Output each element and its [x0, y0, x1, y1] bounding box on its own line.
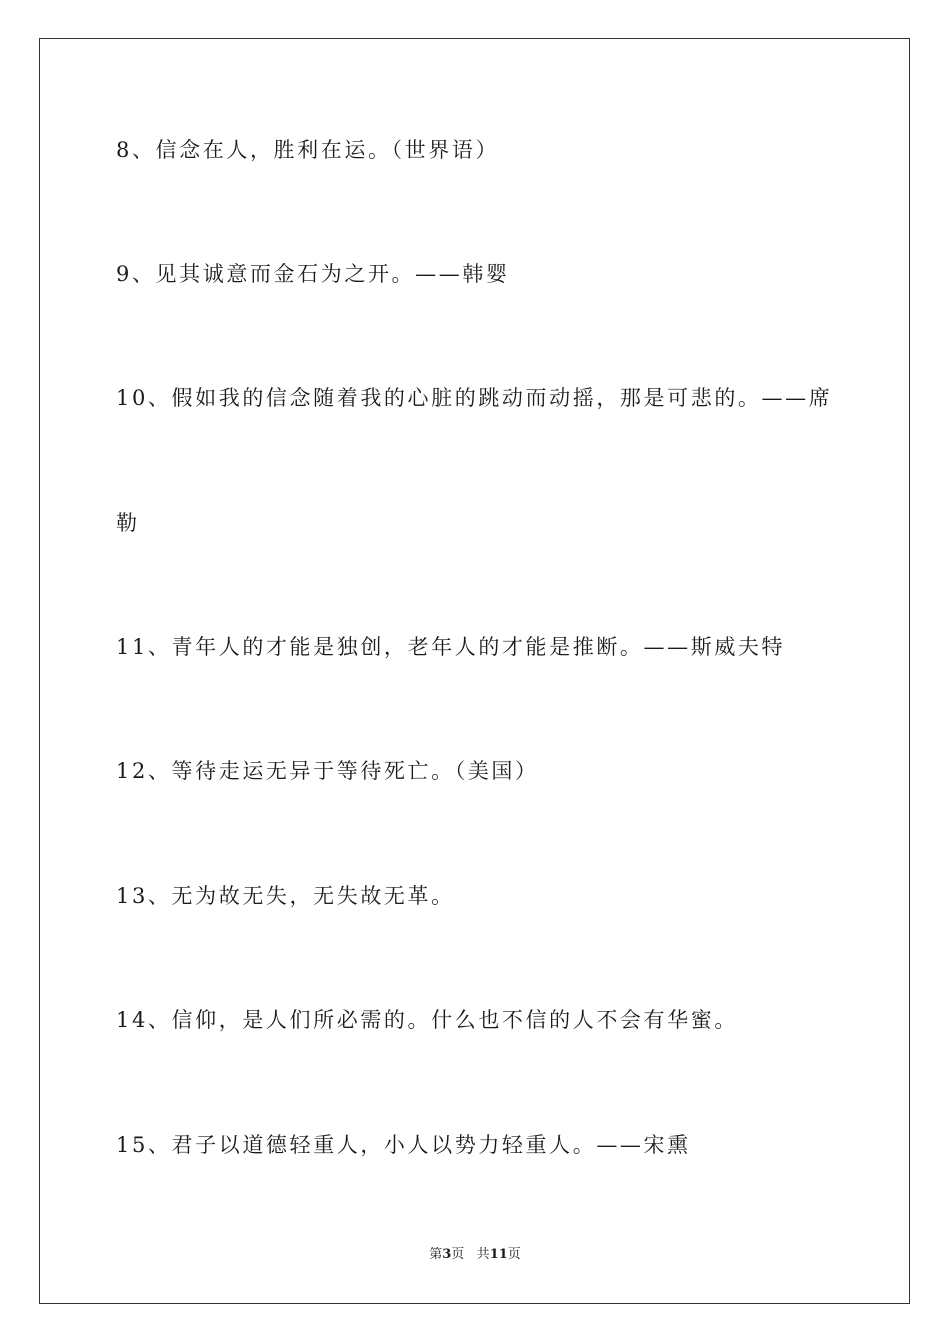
page-number: 3: [442, 1247, 452, 1262]
total-pages: 11: [489, 1247, 508, 1262]
quote-line: 14、信仰，是人们所必需的。什么也不信的人不会有华蜜。: [116, 1008, 738, 1032]
page-prefix: 第: [429, 1247, 443, 1262]
quote-line: 8、信念在人，胜利在运。（世界语）: [116, 138, 500, 162]
quote-line: 12、等待走运无异于等待死亡。（美国）: [116, 759, 539, 783]
quote-line: 13、无为故无失，无失故无革。: [116, 884, 455, 908]
quote-line: 15、君子以道德轻重人，小人以势力轻重人。——宋熏: [116, 1133, 691, 1157]
quote-line-continuation: 勒: [116, 511, 140, 535]
quote-line: 11、青年人的才能是独创，老年人的才能是推断。——斯威夫特: [116, 635, 786, 659]
quote-line: 9、见其诚意而金石为之开。——韩婴: [116, 262, 510, 286]
total-prefix: 共: [476, 1247, 490, 1262]
total-suffix: 页: [507, 1247, 521, 1262]
quote-line: 10、假如我的信念随着我的心脏的跳动而动摇，那是可悲的。——席: [116, 386, 833, 410]
page-suffix: 页: [451, 1247, 465, 1262]
page-footer: [0, 1246, 950, 1264]
page-border: [39, 38, 910, 1304]
